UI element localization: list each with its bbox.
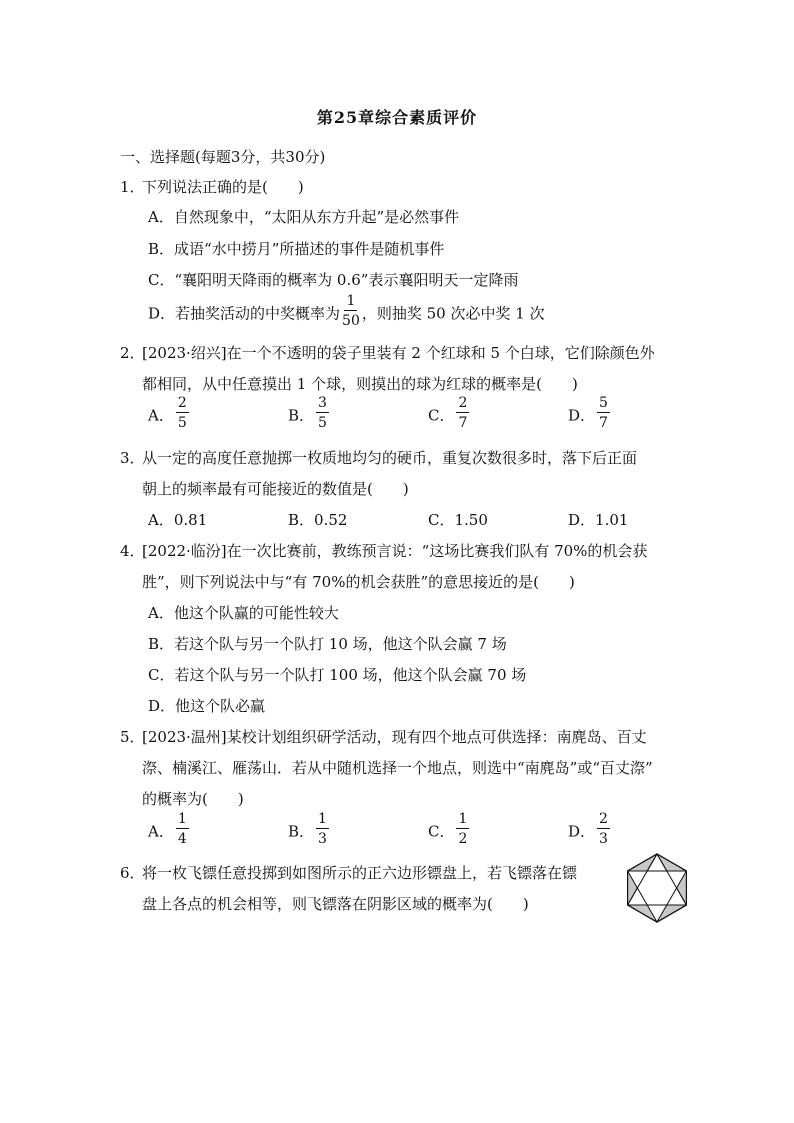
fraction: $\frac{1}{50}$ bbox=[342, 293, 360, 329]
option-b: B． $\frac{1}{3}$ bbox=[288, 811, 327, 847]
option-b: B．若这个队与另一个队打 10 场，他这个队会赢 7 场 bbox=[148, 635, 507, 653]
question-stem-line-3: 的概率为( ) bbox=[142, 790, 244, 808]
option-a: A．0.81 bbox=[148, 511, 208, 529]
question-stem-line-1: [2023·绍兴]在一个不透明的袋子里装有 2 个红球和 5 个白球，它们除颜色外 bbox=[142, 344, 655, 362]
question-stem-line-2: 朝上的频率最有可能接近的数值是( ) bbox=[142, 480, 409, 498]
question-stem-line-2: 胜”，则下列说法中与“有 70%的机会获胜”的意思接近的是( ) bbox=[142, 573, 575, 591]
question-stem: 下列说法正确的是( ) bbox=[142, 178, 304, 196]
option-d: D．若抽奖活动的中奖概率为 $\frac{1}{50}$ ，则抽奖 50 次必中奖 1 次 bbox=[148, 293, 545, 329]
section-heading: 一、选择题(每题3分，共30分) bbox=[120, 148, 326, 166]
option-a: A． $\frac{2}{5}$ bbox=[148, 395, 187, 431]
option-a: A．他这个队赢的可能性较大 bbox=[148, 604, 339, 622]
option-c: C．“襄阳明天降雨的概率为 0.6”表示襄阳明天一定降雨 bbox=[148, 271, 519, 289]
question-number: 1． bbox=[120, 178, 145, 196]
option-c: C． $\frac{1}{2}$ bbox=[428, 811, 468, 847]
option-b: B．0.52 bbox=[288, 511, 348, 529]
question-stem-line-1: [2023·温州]某校计划组织研学活动，现有四个地点可供选择：南麂岛、百丈 bbox=[142, 728, 647, 746]
question-number: 3． bbox=[120, 449, 145, 467]
option-c: C．若这个队与另一个队打 100 场，他这个队会赢 70 场 bbox=[148, 666, 527, 684]
question-stem-line-2: 漈、楠溪江、雁荡山．若从中随机选择一个地点，则选中“南麂岛”或“百丈漈” bbox=[142, 759, 653, 777]
option-d: D．他这个队必赢 bbox=[148, 697, 266, 715]
option-a: A． $\frac{1}{4}$ bbox=[148, 811, 187, 847]
option-b: B．成语“水中捞月”所描述的事件是随机事件 bbox=[148, 240, 445, 258]
question-stem-line-1: [2022·临汾]在一次比赛前，教练预言说：“这场比赛我们队有 70%的机会获 bbox=[142, 542, 648, 560]
hexagon-dartboard-figure bbox=[622, 850, 692, 926]
question-stem-line-2: 盘上各点的机会相等，则飞镖落在阴影区域的概率为( ) bbox=[142, 895, 529, 913]
option-d: D． $\frac{2}{3}$ bbox=[568, 811, 608, 847]
question-number: 2． bbox=[120, 344, 145, 362]
question-stem-line-1: 将一枚飞镖任意投掷到如图所示的正六边形镖盘上，若飞镖落在镖 bbox=[142, 864, 578, 882]
option-d: D．1.01 bbox=[568, 511, 629, 529]
question-stem-line-2: 都相同，从中任意摸出 1 个球，则摸出的球为红球的概率是( ) bbox=[142, 375, 578, 393]
question-number: 6． bbox=[120, 864, 145, 882]
option-a: A．自然现象中，“太阳从东方升起”是必然事件 bbox=[148, 208, 460, 226]
question-stem-line-1: 从一定的高度任意抛掷一枚质地均匀的硬币，重复次数很多时，落下后正面 bbox=[142, 449, 638, 467]
question-number: 4． bbox=[120, 542, 145, 560]
question-number: 5． bbox=[120, 728, 145, 746]
option-b: B． $\frac{3}{5}$ bbox=[288, 395, 327, 431]
option-c: C． $\frac{2}{7}$ bbox=[428, 395, 468, 431]
page-title: 第25章综合素质评价 bbox=[316, 108, 478, 127]
option-d: D． $\frac{5}{7}$ bbox=[568, 395, 608, 431]
option-c: C．1.50 bbox=[428, 511, 488, 529]
